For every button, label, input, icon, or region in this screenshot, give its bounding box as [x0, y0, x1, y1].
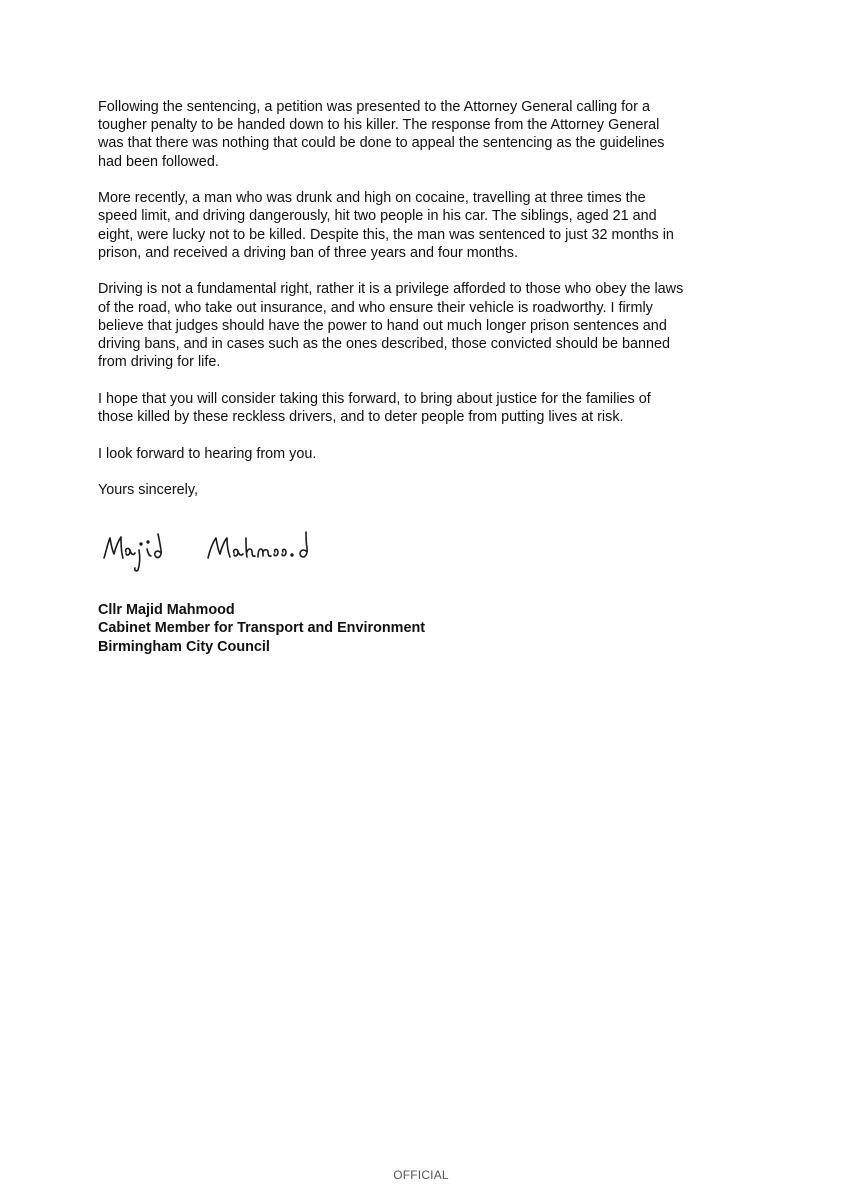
- signatory-role: Cabinet Member for Transport and Environment: [98, 620, 426, 637]
- signatory-block: [98, 601, 425, 656]
- text-line: was that there was nothing that could be done to appeal the sentencing as the guidelines: [98, 135, 665, 152]
- signatory-organisation: Birmingham City Council: [98, 638, 270, 655]
- valediction: [98, 481, 758, 499]
- text-line: prison, and received a driving ban of three years and four months.: [98, 244, 518, 261]
- paragraph-1: [98, 98, 758, 171]
- text-line: Following the sentencing, a petition was presented to the Attorney General calling for a: [98, 99, 650, 115]
- text-line: believe that judges should have the power to hand out much longer prison sentences and: [98, 317, 667, 334]
- paragraph-3: [98, 280, 758, 371]
- signatory-name: Cllr Majid Mahmood: [98, 602, 235, 618]
- text-line: speed limit, and driving dangerously, hit two people in his car. The siblings, aged 21 and: [98, 208, 657, 225]
- paragraph-2: [98, 189, 758, 262]
- text-line: those killed by these reckless drivers, and to deter people from putting lives at risk.: [98, 409, 624, 426]
- text-line: driving bans, and in cases such as the ones described, those convicted should be banned: [98, 336, 671, 353]
- letter-body: [98, 98, 758, 518]
- paragraph-4: [98, 390, 758, 426]
- text-line: Yours sincerely,: [98, 482, 198, 499]
- text-line: I hope that you will consider taking this forward, to bring about justice for the families of: [98, 390, 651, 407]
- classification-footer: OFFICIAL: [393, 1168, 449, 1182]
- text-line: from driving for life.: [98, 354, 221, 371]
- text-line: tougher penalty to be handed down to his killer. The response from the Attorney General: [98, 117, 660, 134]
- text-line: More recently, a man who was drunk and high on cocaine, travelling at three times the: [98, 190, 646, 207]
- text-line: had been followed.: [98, 153, 219, 170]
- text-line: of the road, who take out insurance, and who ensure their vehicle is roadworthy. I firmly: [98, 299, 653, 316]
- closing-line: [98, 445, 758, 463]
- text-line: Driving is not a fundamental right, rather it is a privilege afforded to those who obey the laws: [98, 281, 684, 298]
- handwritten-signature: [100, 528, 340, 574]
- text-line: eight, were lucky not to be killed. Despite this, the man was sentenced to just 32 months in: [98, 226, 674, 243]
- text-line: I look forward to hearing from you.: [98, 445, 317, 462]
